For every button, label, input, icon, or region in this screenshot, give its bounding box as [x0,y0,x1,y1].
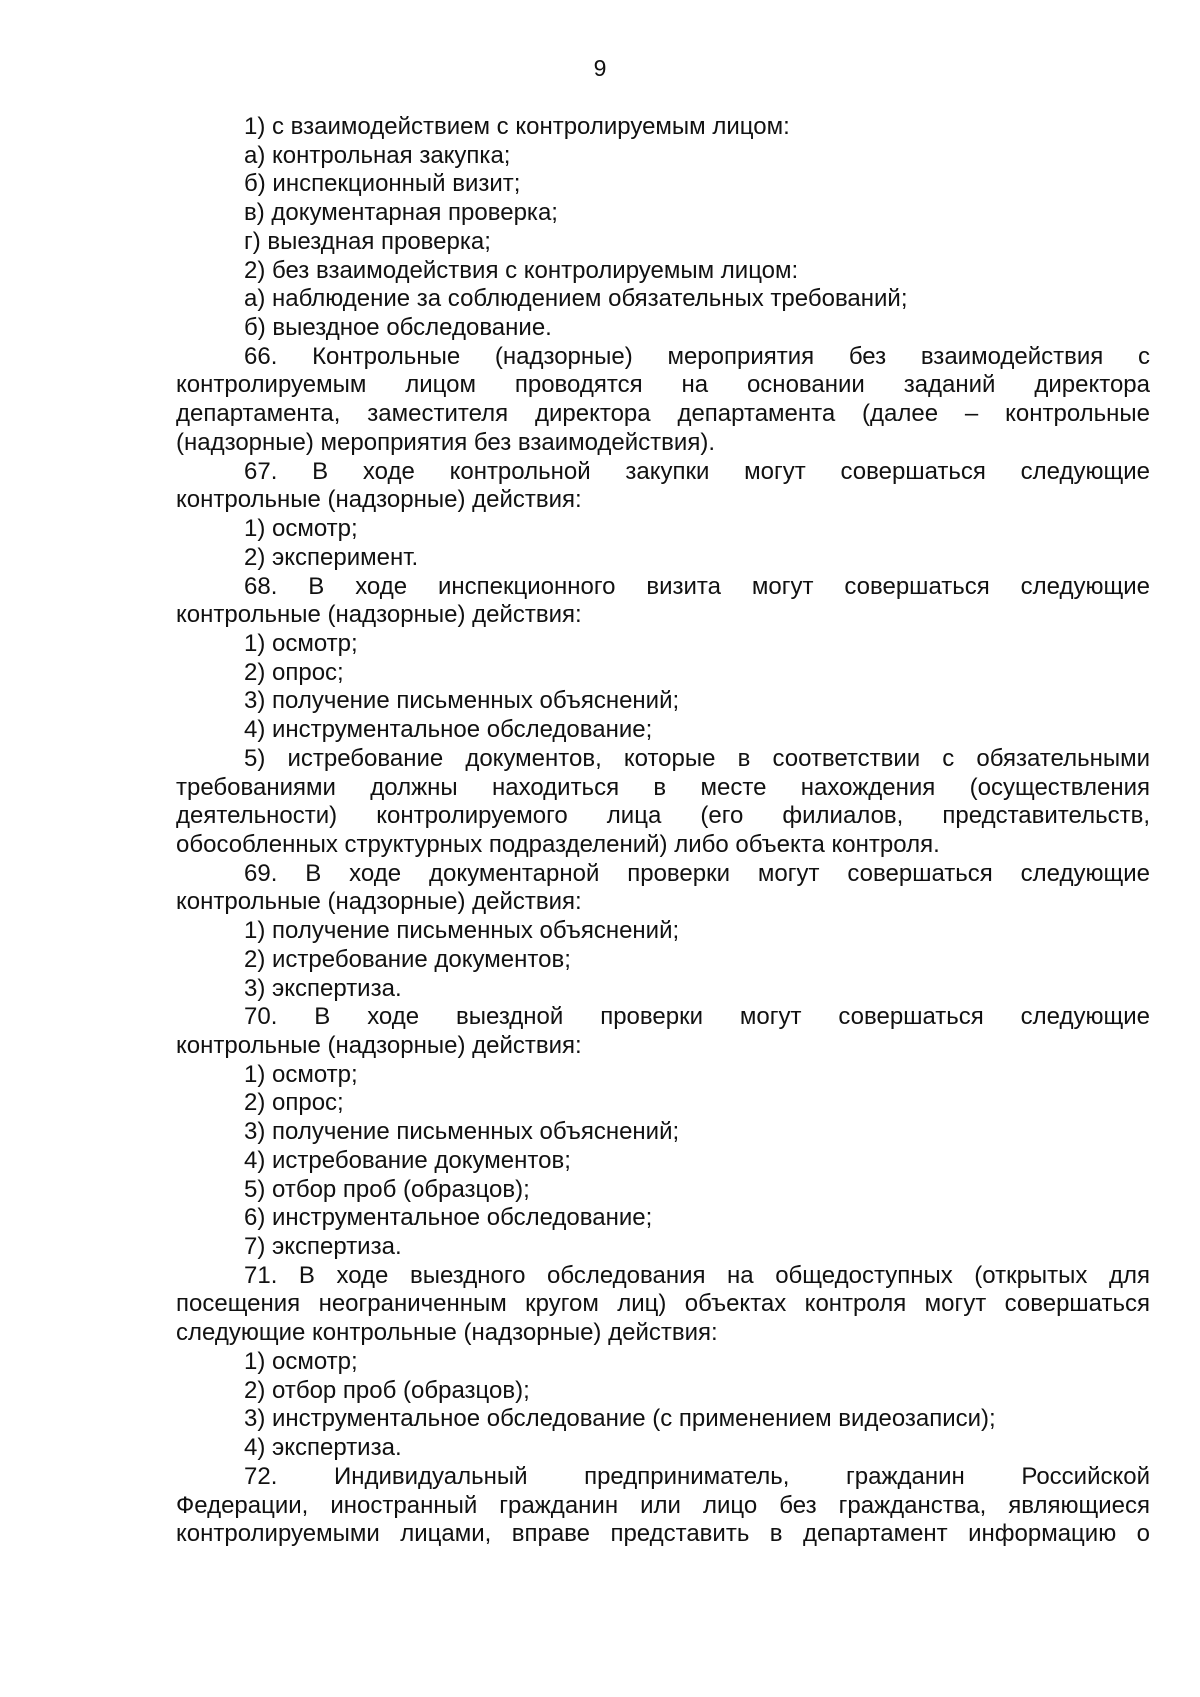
text-line: контрольные (надзорные) действия: [176,1032,582,1059]
text-line: 1) получение письменных объяснений; [244,917,680,945]
text-line: 69. В ходе документарной проверки могут совершаться следующие [244,859,1150,887]
text-line: 3) экспертиза. [244,974,402,1002]
text-line: 1) осмотр; [244,1347,358,1375]
text-line: контролируемым лицом проводятся на основании заданий директора [176,371,1150,399]
text-line: 67. В ходе контрольной закупки могут совершаться следующие [244,457,1150,485]
text-line: 1) с взаимодействием с контролируемым лицом: [244,113,790,140]
text-line: 72. Индивидуальный предприниматель, гражданин Российской [244,1462,1150,1490]
text-line: 7) экспертиза. [244,1233,402,1261]
text-line: 3) получение письменных объяснений; [244,687,680,715]
text-line: 2) эксперимент. [244,543,419,571]
text-line: 68. В ходе инспекционного визита могут совершаться следующие [244,572,1150,600]
text-line: следующие контрольные (надзорные) действия: [176,1319,718,1347]
text-line: Федерации, иностранный гражданин или лицо без гражданства, являющиеся [176,1491,1150,1519]
text-line: обособленных структурных подразделений) либо объекта контроля. [176,830,940,858]
text-line: 71. В ходе выездного обследования на общедоступных (открытых для [244,1261,1150,1289]
text-line: 4) истребование документов; [244,1146,571,1174]
text-line: контрольные (надзорные) действия: [176,601,582,629]
text-line: 70. В ходе выездной проверки могут совершаться следующие [244,1003,1150,1031]
text-line: 1) осмотр; [244,629,358,657]
text-line: 3) получение письменных объяснений; [244,1118,680,1146]
text-line: 6) инструментальное обследование; [244,1204,653,1232]
text-line: 1) осмотр; [244,1060,358,1088]
text-line: посещения неограниченным кругом лиц) объектах контроля могут совершаться [176,1290,1150,1318]
text-line: 2) отбор проб (образцов); [244,1376,530,1404]
text-line: 3) инструментальное обследование (с применением видеозаписи); [244,1405,996,1433]
text-line: в) документарная проверка; [244,199,558,227]
text-line: 5) истребование документов, которые в соответствии с обязательными [244,744,1150,772]
text-line: контролируемыми лицами, вправе представить в департамент информацию о [176,1520,1150,1548]
text-line: 4) экспертиза. [244,1434,402,1462]
text-line: 2) опрос; [244,658,344,686]
text-line: деятельности) контролируемого лица (его филиалов, представительств, [176,802,1150,830]
text-line: 5) отбор проб (образцов); [244,1175,530,1203]
text-line: а) наблюдение за соблюдением обязательных требований; [244,285,908,313]
text-line: (надзорные) мероприятия без взаимодействия). [176,428,715,456]
text-line: а) контрольная закупка; [244,141,511,169]
text-line: контрольные (надзорные) действия: [176,888,582,916]
text-line: 1) осмотр; [244,515,358,543]
text-line: 2) опрос; [244,1089,344,1117]
text-line: г) выездная проверка; [244,227,491,255]
text-line: 2) истребование документов; [244,945,571,973]
text-line: б) инспекционный визит; [244,170,521,198]
text-line: 2) без взаимодействия с контролируемым лицом: [244,256,799,284]
text-line: департамента, заместителя директора департамента (далее – контрольные [176,400,1150,428]
text-line: 66. Контрольные (надзорные) мероприятия без взаимодействия с [244,342,1150,370]
text-line: б) выездное обследование. [244,314,552,342]
text-line: 4) инструментальное обследование; [244,716,653,744]
document-body [176,113,1150,1549]
page-number: 9 [593,55,607,81]
text-line: требованиями должны находиться в месте нахождения (осуществления [176,773,1150,801]
text-line: контрольные (надзорные) действия: [176,486,582,514]
